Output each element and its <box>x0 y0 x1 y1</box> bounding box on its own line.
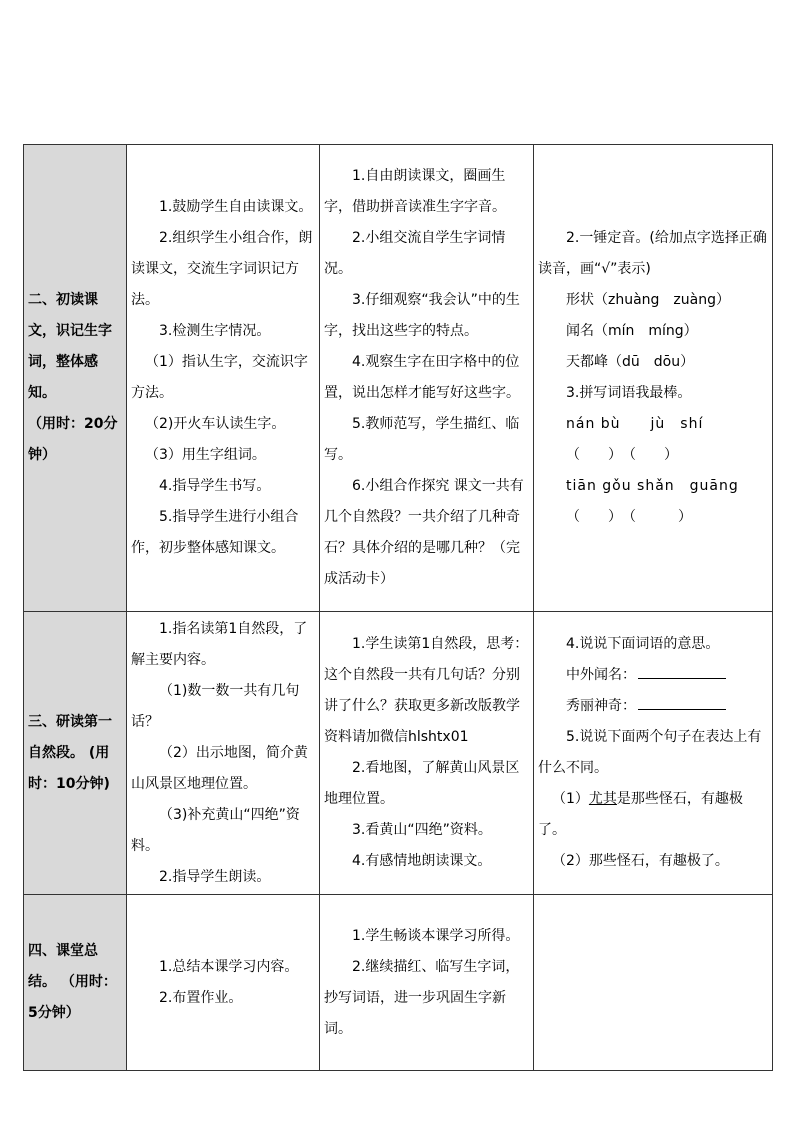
vocab-item <box>538 660 768 691</box>
exercise-question: 5.说说下面两个句子在表达上有什么不同。 <box>538 729 762 776</box>
stage-cell <box>24 145 127 612</box>
stage-cell <box>24 612 127 895</box>
teacher-step: （2）出示地图，简介黄山风景区地理位置。 <box>131 744 308 792</box>
student-step: 2.小组交流自学生字词情况。 <box>324 230 506 277</box>
vocab-item <box>538 691 768 722</box>
student-step: 2.继续描红、临写生字词，抄写词语，进一步巩固生字新词。 <box>324 958 520 1037</box>
student-activity-cell <box>320 612 534 895</box>
student-step: 1.自由朗读课文，圈画生字，借助拼音读准生字字音。 <box>324 168 506 215</box>
answer-blank[interactable] <box>638 664 726 679</box>
teacher-step: （1)数一数一共有几句话？ <box>131 682 300 730</box>
exercise-question: 2.一锤定音。(给加点字选择正确读音，画“√”表示) <box>538 230 767 277</box>
sentence-2: （2）那些怪石，有趣极了。 <box>552 853 729 869</box>
student-step: 6.小组合作探究 课文一共有几个自然段？一共介绍了几种奇石？具体介绍的是哪几种？（完成活动卡） <box>324 478 524 587</box>
stage-cell <box>24 895 127 1071</box>
student-step: 1.学生畅谈本课学习所得。 <box>352 927 520 944</box>
teacher-activity-cell <box>127 612 320 895</box>
exercise-option: 天都峰（dū dōu） <box>566 354 695 370</box>
teacher-step: 2.指导学生朗读。 <box>159 868 271 885</box>
student-step: 4.观察生字在田字格中的位置，说出怎样才能写好这些字。 <box>324 354 520 401</box>
stage-time: （用时：5分钟） <box>28 974 117 1021</box>
table-row <box>24 612 773 895</box>
teacher-step: （1）指认生字，交流识字方法。 <box>131 354 308 401</box>
student-step: 3.仔细观察“我会认”中的生字，找出这些字的特点。 <box>324 292 520 339</box>
student-step: 2.看地图，了解黄山风景区地理位置。 <box>324 760 520 807</box>
teacher-activity-cell <box>127 145 320 612</box>
vocab-word: 中外闻名： <box>566 667 636 683</box>
student-step: 3.看黄山“四绝”资料。 <box>352 822 492 838</box>
teacher-step: 1.鼓励学生自由读课文。 <box>159 199 313 215</box>
stage-time: (用时：10分钟) <box>28 744 110 792</box>
exercise-cell <box>534 612 773 895</box>
teacher-step: 5.指导学生进行小组合作，初步整体感知课文。 <box>131 509 299 556</box>
teacher-step: 2.组织学生小组合作，朗读课文，交流生字词识记方法。 <box>131 230 313 308</box>
teacher-step: （3）用生字组词。 <box>145 447 266 463</box>
underlined-word: 尤其 <box>588 791 617 807</box>
student-step: 4.有感情地朗读课文。 <box>352 853 492 869</box>
exercise-cell <box>534 145 773 612</box>
exercise-question: 3.拼写词语我最棒。 <box>566 385 692 401</box>
teacher-activity-cell <box>127 895 320 1071</box>
stage-title: 三、研读第一自然段。 <box>28 713 112 761</box>
pinyin-line: tiān gǒu shǎn guāng <box>566 478 739 494</box>
teacher-step: （3)补充黄山“四绝”资料。 <box>131 806 300 854</box>
pinyin-line: nán bù jù shí <box>566 416 704 432</box>
stage-title: 四、课堂总结。 <box>28 943 98 990</box>
answer-blank[interactable] <box>638 695 726 710</box>
stage-time: （用时：20分钟） <box>28 416 118 463</box>
student-activity-cell <box>320 145 534 612</box>
teacher-step: 1.总结本课学习内容。 <box>159 958 299 975</box>
teacher-step: 3.检测生字情况。 <box>159 323 271 339</box>
exercise-option: 闻名（mín míng） <box>566 323 698 339</box>
student-step: 1.学生读第1自然段，思考：这个自然段一共有几句话？分别讲了什么？获取更多新改版教学资料请加微信hlshtx01 <box>324 636 529 745</box>
teacher-step: 2.布置作业。 <box>159 989 243 1006</box>
exercise-question: 4.说说下面词语的意思。 <box>566 636 720 652</box>
vocab-word: 秀丽神奇： <box>566 698 636 714</box>
teacher-step: 1.指名读第1自然段，了解主要内容。 <box>131 620 308 668</box>
student-step: 5.教师范写，学生描红、临写。 <box>324 416 520 463</box>
lesson-plan-table <box>23 144 773 1071</box>
answer-brackets: （ ） （ ） <box>566 447 678 463</box>
table-row <box>24 145 773 612</box>
sentence-number: （1） <box>552 791 589 807</box>
stage-title: 二、初读课文，识记生字词，整体感知。 <box>28 292 112 401</box>
exercise-cell <box>534 895 773 1071</box>
sentence-text: 是那些怪石，有趣极了。 <box>538 791 743 838</box>
table-row <box>24 895 773 1071</box>
answer-brackets: （ ） （ ） <box>566 509 692 525</box>
teacher-step: 4.指导学生书写。 <box>159 478 271 494</box>
exercise-option: 形状（zhuàng zuàng） <box>566 292 730 308</box>
student-activity-cell <box>320 895 534 1071</box>
sentence-1 <box>538 784 768 846</box>
teacher-step: （2)开火车认读生字。 <box>145 416 286 432</box>
